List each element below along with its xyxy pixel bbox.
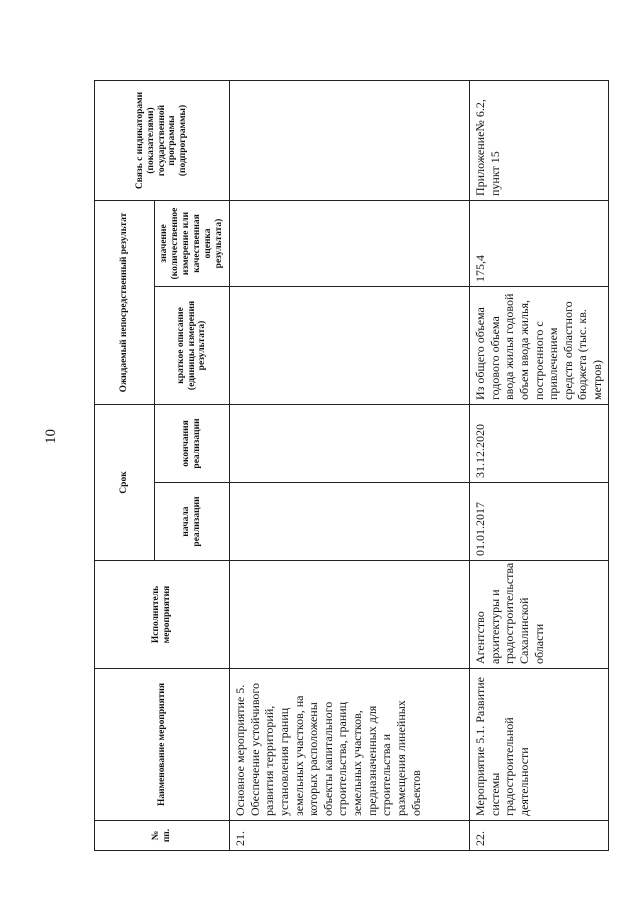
page-number: 10 <box>43 429 59 444</box>
header-result: Ожидаемый непосредственный результат <box>95 201 155 405</box>
rotated-table-wrapper <box>94 81 604 851</box>
row-end <box>230 405 470 483</box>
row-link <box>230 81 470 201</box>
row-name: Основное мероприятие 5. Обеспечение устойчивого развития территорий, установления границ земельных участков, на которых расположены объекты капитального строительства, границ земельных участков, предназначенных для строительства и размещения линейных объектов <box>230 669 470 821</box>
row-num: 21. <box>230 821 470 851</box>
row-desc <box>230 287 470 405</box>
header-num: № пп. <box>95 821 230 851</box>
row-start <box>230 483 470 561</box>
row-desc: Из общего объема годового объема ввода жилья годовой объем ввода жилья, построенного с привлечением средств областного бюджета (тыс. кв. метров) <box>470 287 609 405</box>
row-executor: Агентство архитектуры и градостроительства Сахалинской области <box>470 561 609 669</box>
header-term-start: начала реализации <box>155 483 230 561</box>
header-name: Наименование мероприятия <box>95 669 230 821</box>
row-name: Мероприятие 5.1. Развитие системы градостроительной деятельности <box>470 669 609 821</box>
row-value: 175,4 <box>470 201 609 287</box>
header-result-desc: краткое описание (единицы измерения результата) <box>155 287 230 405</box>
row-start: 01.01.2017 <box>470 483 609 561</box>
header-term: Срок <box>95 405 155 561</box>
row-link: Приложение№ 6.2, пункт 15 <box>470 81 609 201</box>
header-result-value: значение (количественное измерение или качественная оценка результата) <box>155 201 230 287</box>
row-value <box>230 201 470 287</box>
row-num: 22. <box>470 821 609 851</box>
measures-table <box>94 80 609 851</box>
header-executor: Исполнитель мероприятия <box>95 561 230 669</box>
header-link: Связь с индикаторами (показателями) государственной программы (подпрограммы) <box>95 81 230 201</box>
row-executor <box>230 561 470 669</box>
row-end: 31.12.2020 <box>470 405 609 483</box>
table-row <box>230 81 470 851</box>
header-term-end: окончания реализации <box>155 405 230 483</box>
table-row <box>470 81 609 851</box>
